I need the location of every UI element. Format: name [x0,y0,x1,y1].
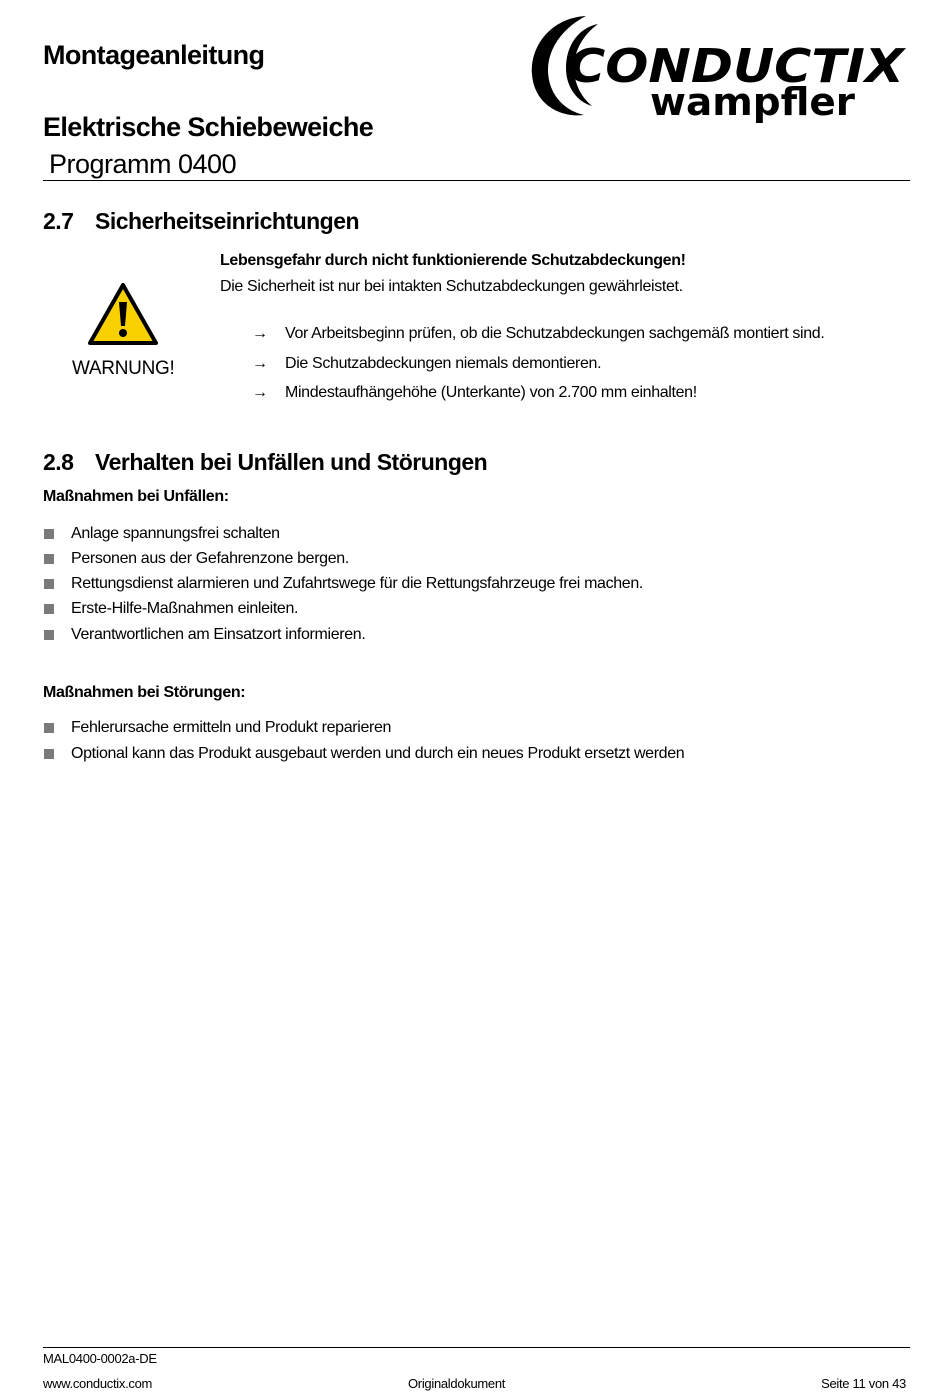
warning-action-text: Die Schutzabdeckungen niemals demontieren. [285,355,602,372]
square-bullet-icon [44,529,54,539]
logo-sub-text: wampfler [650,80,856,124]
section-number: 2.7 [43,208,74,234]
arrow-right-icon: → [252,384,268,401]
section-heading-2-7 [43,208,643,238]
section-title: Verhalten bei Unfällen und Störungen [95,449,488,475]
warning-label: WARNUNG! [72,358,175,379]
list-item-text: Verantwortlichen am Einsatzort informieren. [71,626,366,643]
list-item-text: Erste-Hilfe-Maßnahmen einleiten. [71,600,299,617]
conductix-logo-icon [528,12,908,137]
accidents-heading: Maßnahmen bei Unfällen: [43,488,229,505]
warning-action-text: Mindestaufhängehöhe (Unterkante) von 2.700 mm einhalten! [285,384,697,401]
malfunctions-heading: Maßnahmen bei Störungen: [43,684,246,701]
document-code: MAL0400-0002a-DE [43,1351,157,1366]
section-number: 2.8 [43,449,74,475]
list-item-text: Fehlerursache ermitteln und Produkt reparieren [71,719,392,736]
warning-triangle-icon [87,282,159,346]
warning-text: Die Sicherheit ist nur bei intakten Schutzabdeckungen gewährleistet. [220,278,683,295]
document-title: Elektrische Schiebeweiche [43,112,374,142]
square-bullet-icon [44,554,54,564]
footer-divider [43,1347,910,1348]
original-document-label: Originaldokument [408,1376,506,1391]
warning-action-text: Vor Arbeitsbeginn prüfen, ob die Schutzabdeckungen sachgemäß montiert sind. [285,325,825,342]
section-heading-2-8 [43,449,643,479]
header-divider [43,180,910,181]
square-bullet-icon [44,723,54,733]
square-bullet-icon [44,604,54,614]
square-bullet-icon [44,579,54,589]
list-item-text: Personen aus der Gefahrenzone bergen. [71,550,349,567]
list-item-text: Anlage spannungsfrei schalten [71,525,280,542]
warning-headline: Lebensgefahr durch nicht funktionierende Schutzabdeckungen! [220,252,686,269]
document-type: Montageanleitung [43,40,265,70]
section-title: Sicherheitseinrichtungen [95,208,360,234]
company-logo [528,12,908,137]
website-link[interactable]: www.conductix.com [43,1376,153,1391]
logo-brand-text: CONDUCTIX [568,39,907,93]
square-bullet-icon [44,749,54,759]
list-item-text: Rettungsdienst alarmieren und Zufahrtswege für die Rettungsfahrzeuge frei machen. [71,575,643,592]
arrow-right-icon: → [252,325,268,342]
square-bullet-icon [44,630,54,640]
list-item-text: Optional kann das Produkt ausgebaut werden und durch ein neues Produkt ersetzt werden [71,745,685,762]
page-number: Seite 11 von 43 [821,1376,906,1391]
program-subtitle: Programm 0400 [49,149,237,179]
arrow-right-icon: → [252,355,268,372]
